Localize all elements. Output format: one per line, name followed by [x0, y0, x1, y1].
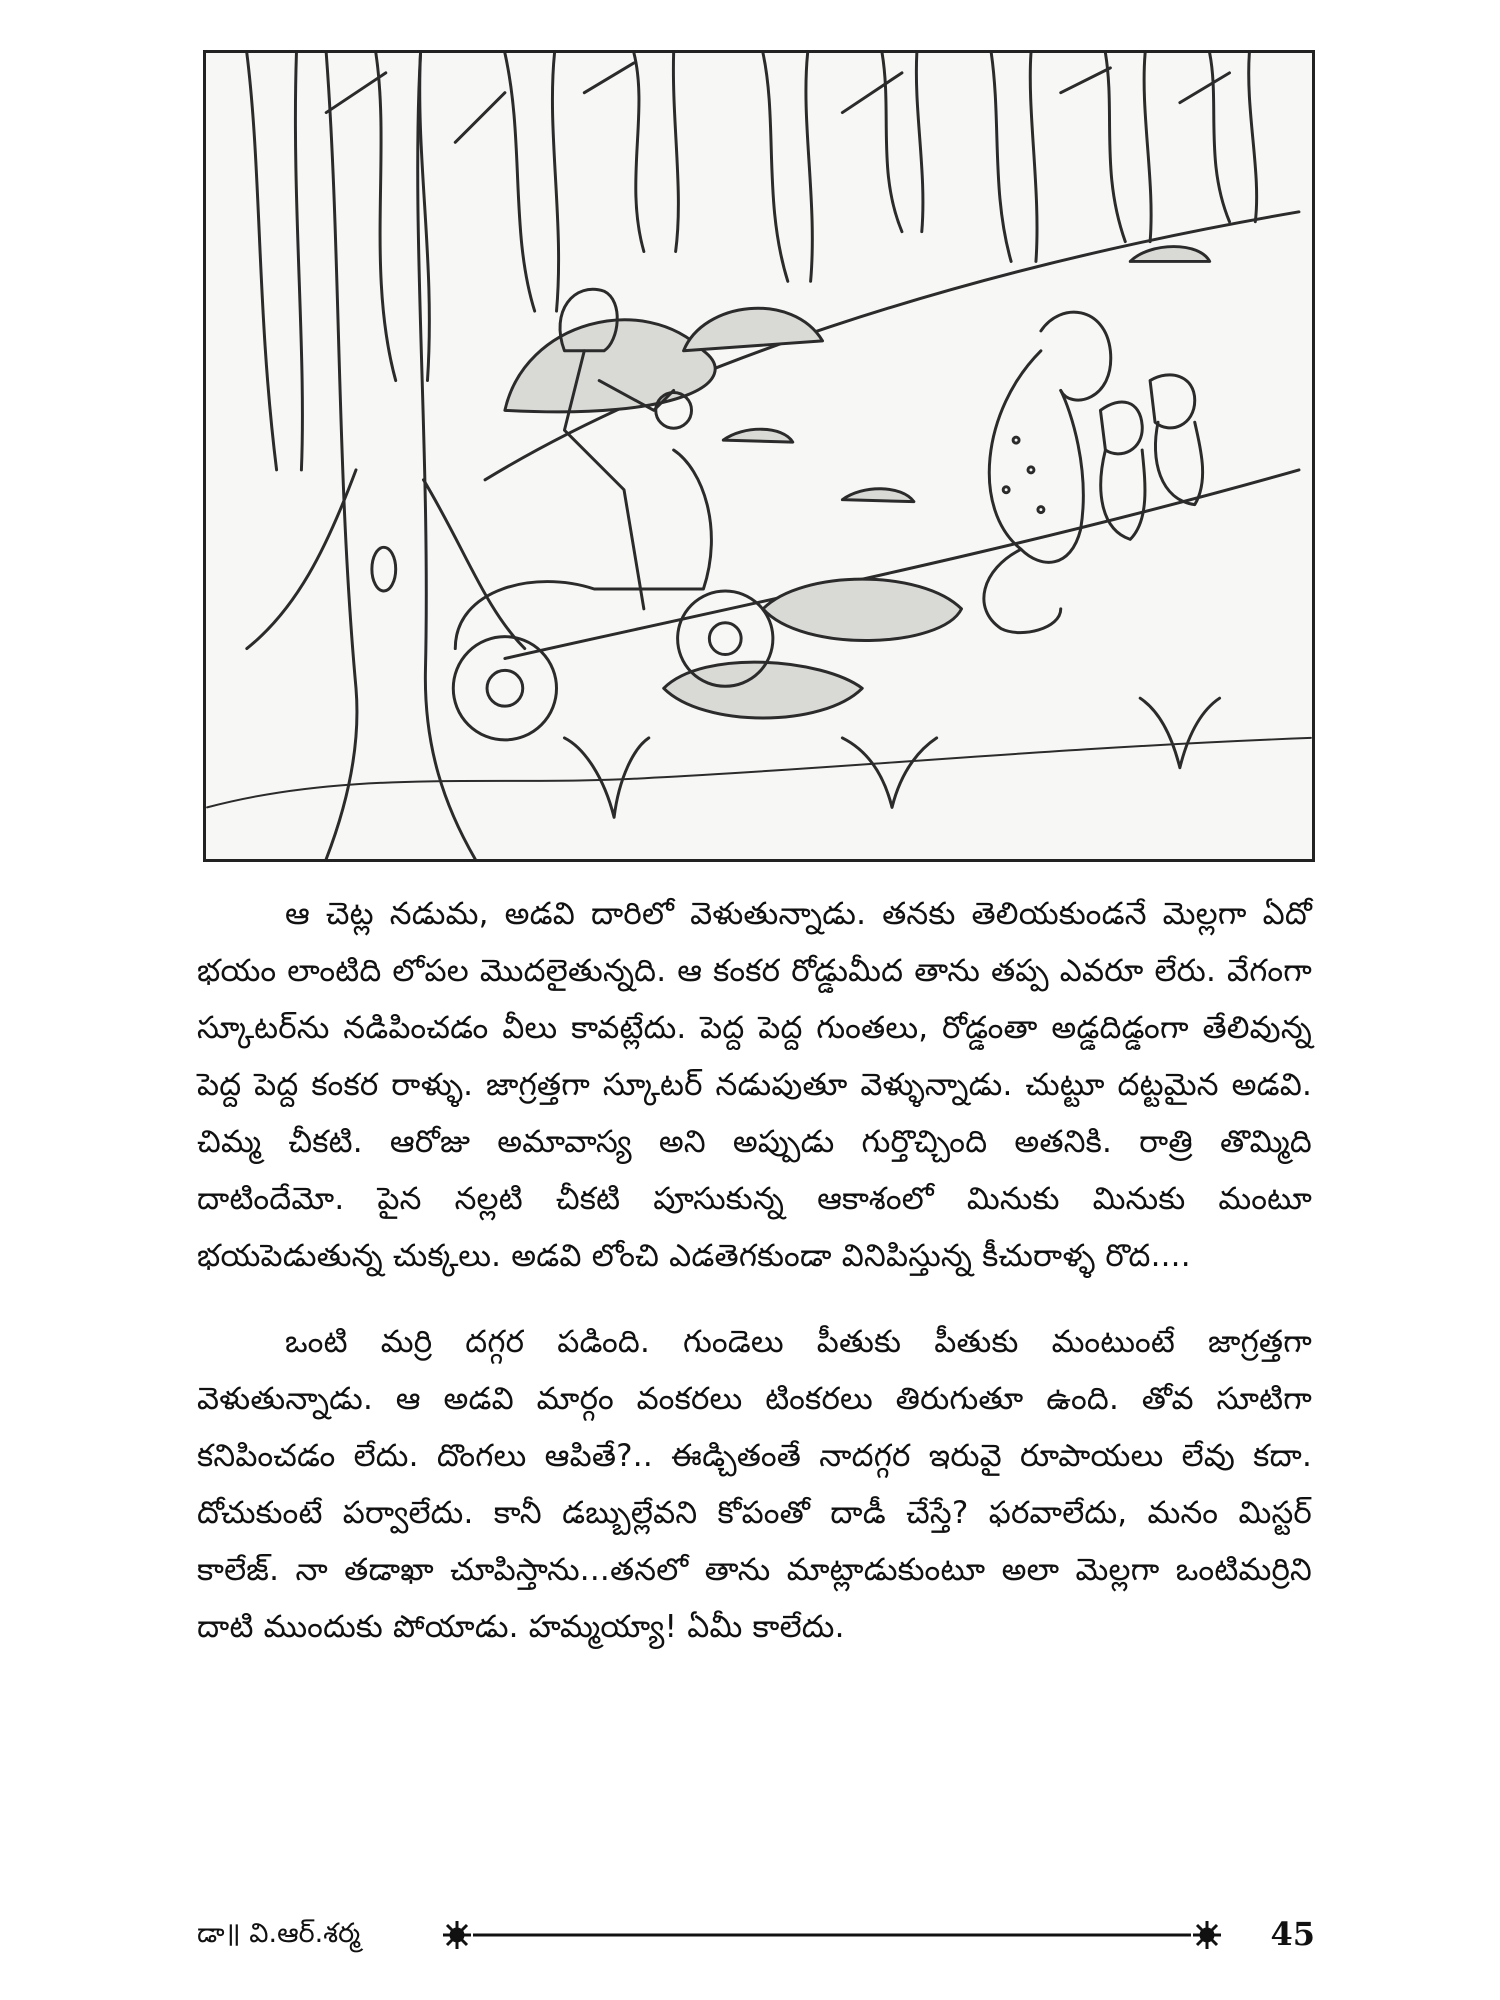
author-name: డా॥ వి.ఆర్.శర్మ	[197, 1918, 361, 1949]
page-number: 45	[1270, 1915, 1315, 1953]
paragraph-2: ఒంటి మర్రి దగ్గర పడింది. గుండెలు పీతుకు పీతుకు మంటుంటే జాగ్రత్తగా వెళుతున్నాడు. ఆ అడవి మార్గం వంకరలు టింకరలు తిరుగుతూ ఉంది. తోవ సూటిగా కనిపించడం లేదు. దొంగలు ఆపితే?.. ఈడ్చితంతే నాదగ్గర ఇరువై రూపాయలు లేవు కదా. దోచుకుంటే పర్వాలేదు. కానీ డబ్బుల్లేవని కోపంతో దాడీ చేస్తే? ఫరవాలేదు, మనం మిస్టర్ కాలేజ్. నా తడాఖా చూపిస్తాను...తనలో తాను మాట్లాడుకుంటూ అలా మెల్లగా ఒంటిమర్రిని దాటి ముందుకు పోయాడు. హమ్మయ్యా! ఏమీ కాలేదు.	[197, 1324, 1312, 1645]
ornamental-rule	[437, 1915, 1227, 1955]
leopard-cub-icon	[1100, 375, 1202, 539]
story-text	[197, 886, 1312, 1685]
star-burst-icon	[1193, 1921, 1221, 1949]
page-footer	[197, 1915, 1315, 1955]
tree-icon	[247, 53, 525, 859]
paragraph-1: ఆ చెట్ల నడుమ, అడవి దారిలో వెళుతున్నాడు. తనకు తెలియకుండనే మెల్లగా ఏదో భయం లాంటిది లోపల మొదలైతున్నది. ఆ కంకర రోడ్డుమీద తాను తప్ప ఎవరూ లేరు. వేగంగా స్కూటర్‌ను నడిపించడం వీలు కావట్లేదు. పెద్ద పెద్ద గుంతలు, రోడ్డంతా అడ్డదిడ్డంగా తేలివున్న పెద్ద పెద్ద కంకర రాళ్ళు. జాగ్రత్తగా స్కూటర్ నడుపుతూ వెళ్ళున్నాడు. చుట్టూ దట్టమైన అడవి. చిమ్మ చీకటి. ఆరోజు అమావాస్య అని అప్పుడు గుర్తొచ్చింది అతనికి. రాత్రి తొమ్మిది దాటిందేమో. పైన నల్లటి చీకటి పూసుకున్న ఆకాశంలో మినుకు మినుకు మంటూ భయపెడుతున్న చుక్కలు. అడవి లోంచి ఎడతెగకుండా వినిపిస్తున్న కీచురాళ్ళ రొద....	[197, 896, 1312, 1274]
forest-scene	[206, 53, 1312, 859]
forest-illustration	[203, 50, 1315, 862]
leopard-icon	[984, 312, 1111, 632]
star-burst-icon	[443, 1921, 471, 1949]
